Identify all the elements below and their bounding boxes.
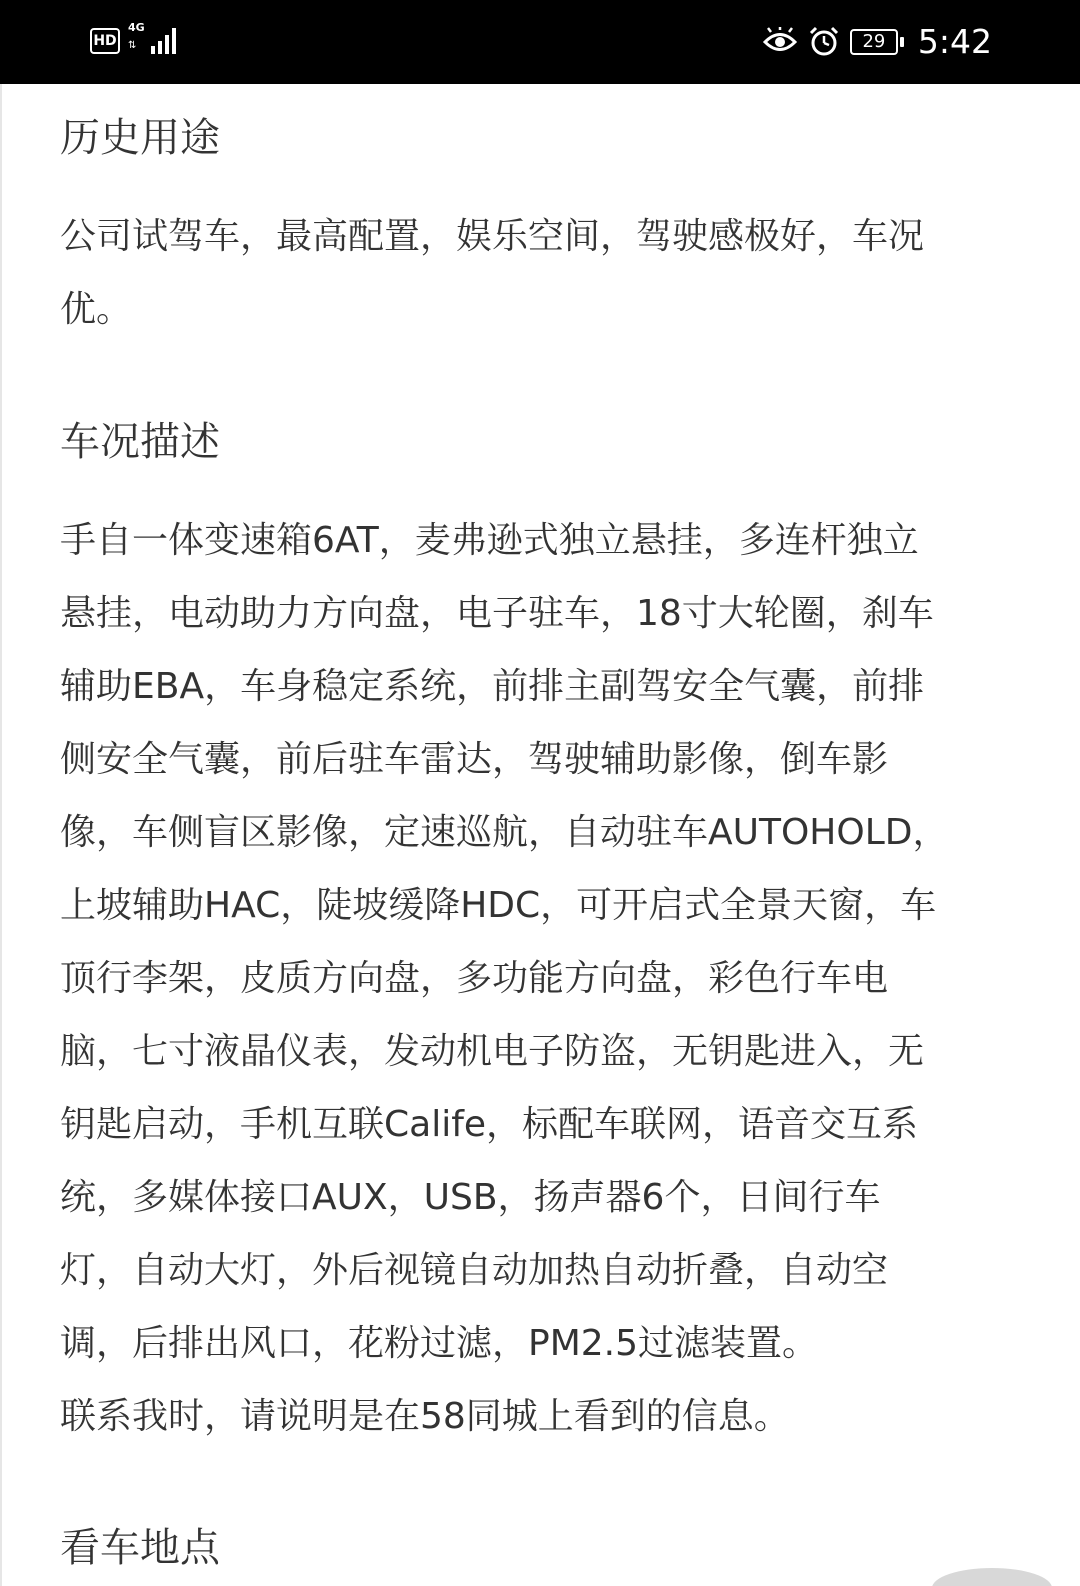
hd-label: HD bbox=[93, 33, 117, 49]
condition-description bbox=[60, 504, 1025, 1453]
network-indicator bbox=[128, 21, 180, 58]
history-line: 优。 bbox=[60, 289, 133, 330]
condition-line: 调，后排出风口，花粉过滤，PM2.5过滤装置。 bbox=[60, 1323, 819, 1364]
condition-line: 钥匙启动，手机互联Calife，标配车联网，语音交互系 bbox=[60, 1104, 919, 1145]
alarm-clock-icon bbox=[808, 26, 840, 58]
listing-detail-content[interactable] bbox=[0, 84, 1080, 1586]
contact-note: 联系我时，请说明是在58同城上看到的信息。 bbox=[60, 1396, 790, 1437]
section-title-location: 看车地点 bbox=[60, 1525, 220, 1571]
hd-voice-icon bbox=[90, 28, 120, 54]
status-time: 5:42 bbox=[917, 22, 992, 61]
eye-comfort-icon bbox=[762, 27, 798, 57]
condition-line: 侧安全气囊，前后驻车雷达，驾驶辅助影像，倒车影 bbox=[60, 739, 889, 780]
battery-icon bbox=[850, 29, 904, 55]
status-right-group bbox=[762, 22, 992, 61]
condition-line: 上坡辅助HAC，陡坡缓降HDC，可开启式全景天窗，车 bbox=[60, 885, 937, 926]
condition-line: 脑，七寸液晶仪表，发动机电子防盗，无钥匙进入，无 bbox=[60, 1031, 925, 1072]
status-bar bbox=[0, 0, 1080, 84]
section-title-condition: 车况描述 bbox=[60, 419, 220, 465]
condition-line: 顶行李架，皮质方向盘，多功能方向盘，彩色行车电 bbox=[60, 958, 889, 999]
status-left-group bbox=[90, 21, 180, 58]
battery-level: 29 bbox=[850, 29, 898, 55]
condition-line: 手自一体变速箱6AT，麦弗逊式独立悬挂，多连杆独立 bbox=[60, 520, 919, 561]
signal-bars-icon bbox=[150, 26, 180, 56]
battery-tip bbox=[900, 37, 904, 47]
condition-line: 灯，自动大灯，外后视镜自动加热自动折叠，自动空 bbox=[60, 1250, 889, 1291]
condition-line: 像，车侧盲区影像，定速巡航，自动驻车AUTOHOLD， bbox=[60, 812, 949, 853]
floating-button[interactable] bbox=[932, 1568, 1052, 1586]
condition-line: 辅助EBA，车身稳定系统，前排主副驾安全气囊，前排 bbox=[60, 666, 925, 707]
section-title-history: 历史用途 bbox=[60, 115, 220, 161]
history-description bbox=[60, 200, 1025, 346]
history-line: 公司试驾车，最高配置，娱乐空间，驾驶感极好，车况 bbox=[60, 216, 925, 257]
data-activity-icon: ⇅ bbox=[128, 40, 137, 51]
condition-line: 悬挂，电动助力方向盘，电子驻车，18寸大轮圈，刹车 bbox=[60, 593, 934, 634]
condition-line: 统，多媒体接口AUX，USB，扬声器6个，日间行车 bbox=[60, 1177, 881, 1218]
network-type-label: 4G bbox=[128, 21, 145, 34]
